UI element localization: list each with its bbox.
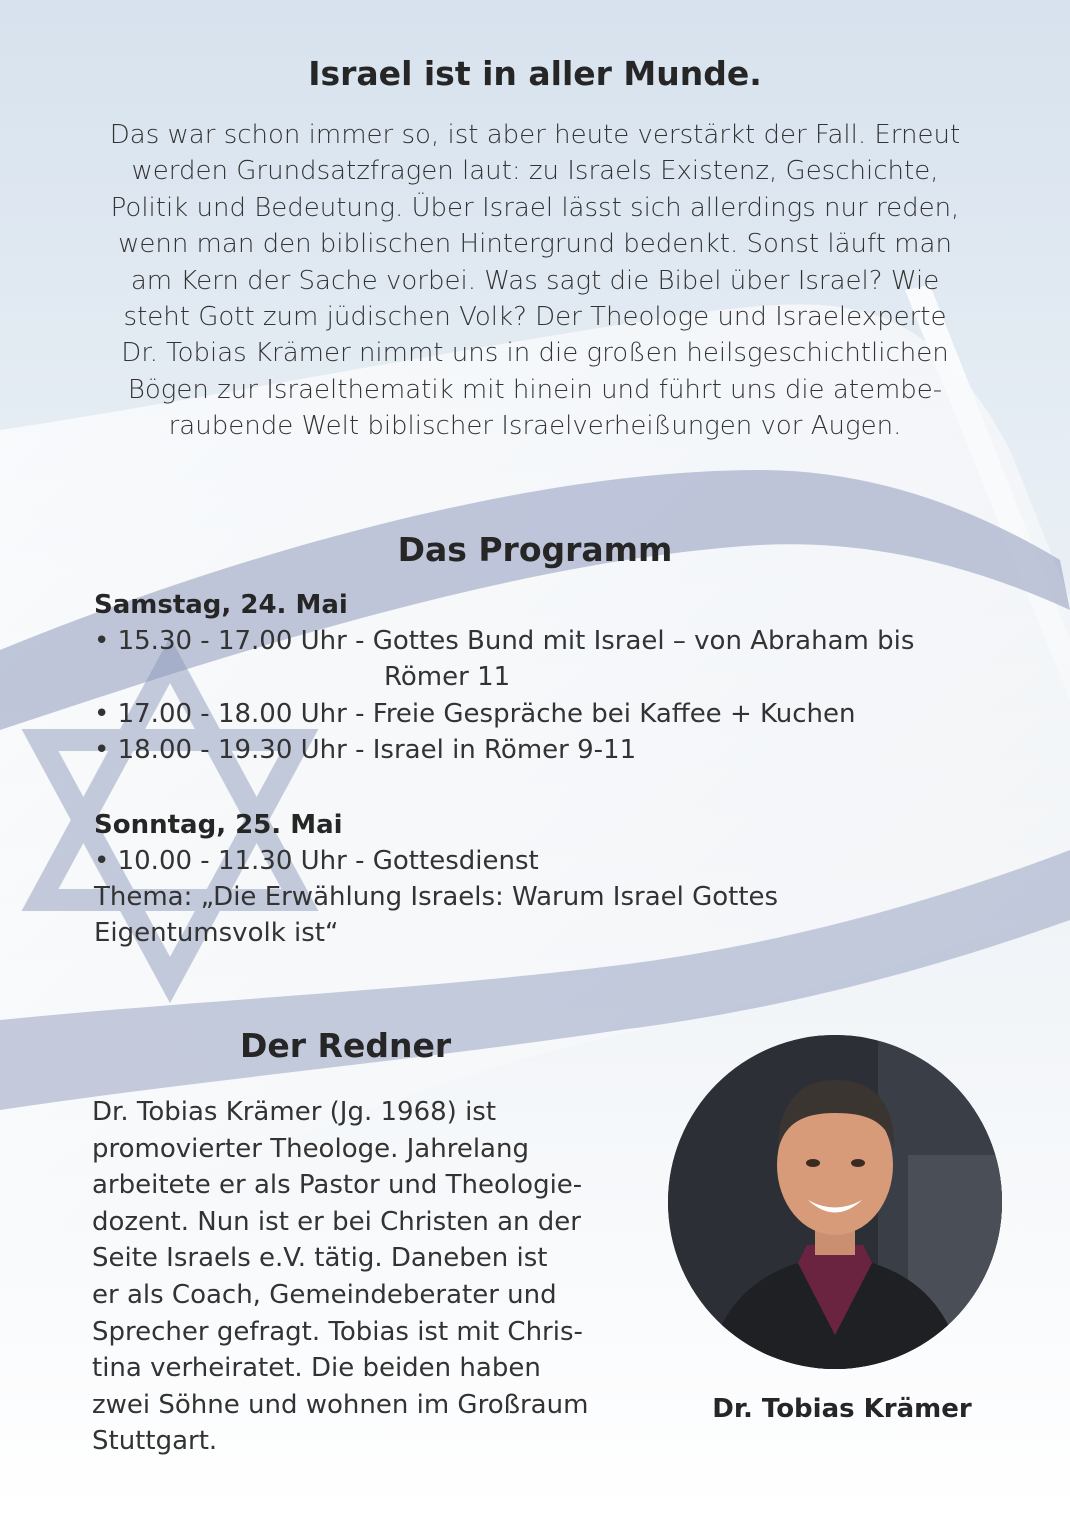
speaker-portrait — [668, 1035, 1002, 1369]
bio-line: er als Coach, Gemeindeberater und — [92, 1279, 557, 1310]
program-item: • 18.00 - 19.30 Uhr - Israel in Römer 9-11 — [94, 735, 637, 765]
bio-line: Stuttgart. — [92, 1426, 218, 1457]
intro-text — [88, 117, 982, 445]
bio-line: promovierter Theologe. Jahrelang — [92, 1133, 529, 1164]
intro-line: werden Grundsatzfragen laut: zu Israels Existenz, Geschichte, — [131, 156, 939, 187]
bio-line: zwei Söhne und wohnen im Großraum — [92, 1389, 589, 1420]
speaker-title: Der Redner — [240, 1026, 452, 1065]
bio-line: tina verheiratet. Die beiden haben — [92, 1353, 541, 1384]
intro-line: Das war schon immer so, ist aber heute verstärkt der Fall. Erneut — [109, 120, 961, 150]
intro-line: Dr. Tobias Krämer nimmt uns in die großen heilsgeschichtlichen — [121, 338, 949, 369]
program-item: • 15.30 - 17.00 Uhr - Gottes Bund mit Israel – von Abraham bis — [94, 626, 915, 656]
bio-line: arbeitete er als Pastor und Theologie- — [92, 1170, 583, 1201]
intro-line: raubende Welt biblischer Israelverheißungen vor Augen. — [168, 411, 902, 442]
bio-line: Seite Israels e.V. tätig. Daneben ist — [92, 1243, 548, 1274]
program-title: Das Programm — [397, 530, 673, 569]
program-item-continuation: Römer 11 — [384, 662, 511, 692]
portrait-photo — [668, 1035, 1002, 1369]
intro-line: Politik und Bedeutung. Über Israel lässt sich allerdings nur reden, — [110, 192, 960, 223]
intro-line: steht Gott zum jüdischen Volk? Der Theologe und Israelexperte — [123, 302, 947, 333]
program-item: • 10.00 - 11.30 Uhr - Gottesdienst — [94, 846, 539, 876]
bio-line: Dr. Tobias Krämer (Jg. 1968) ist — [92, 1097, 497, 1127]
saturday-title: Samstag, 24. Mai — [94, 590, 348, 620]
intro-line: Bögen zur Israelthematik mit hinein und führt uns die atembe- — [127, 374, 943, 405]
program-theme: Eigentumsvolk ist“ — [94, 918, 339, 948]
intro-title: Israel ist in aller Munde. — [308, 54, 762, 93]
bio-line: Sprecher gefragt. Tobias ist mit Chris- — [92, 1316, 583, 1347]
sunday-title: Sonntag, 25. Mai — [94, 810, 343, 840]
program-theme: Thema: „Die Erwählung Israels: Warum Israel Gottes — [94, 882, 779, 912]
speaker-bio — [92, 1094, 588, 1460]
portrait-caption: Dr. Tobias Krämer — [712, 1394, 972, 1424]
bio-line: dozent. Nun ist er bei Christen an der — [92, 1206, 581, 1237]
intro-line: am Kern der Sache vorbei. Was sagt die Bibel über Israel? Wie — [130, 265, 940, 296]
intro-line: wenn man den biblischen Hintergrund bedenkt. Sonst läuft man — [118, 229, 952, 260]
program-item: • 17.00 - 18.00 Uhr - Freie Gespräche bei Kaffee + Kuchen — [94, 699, 856, 729]
